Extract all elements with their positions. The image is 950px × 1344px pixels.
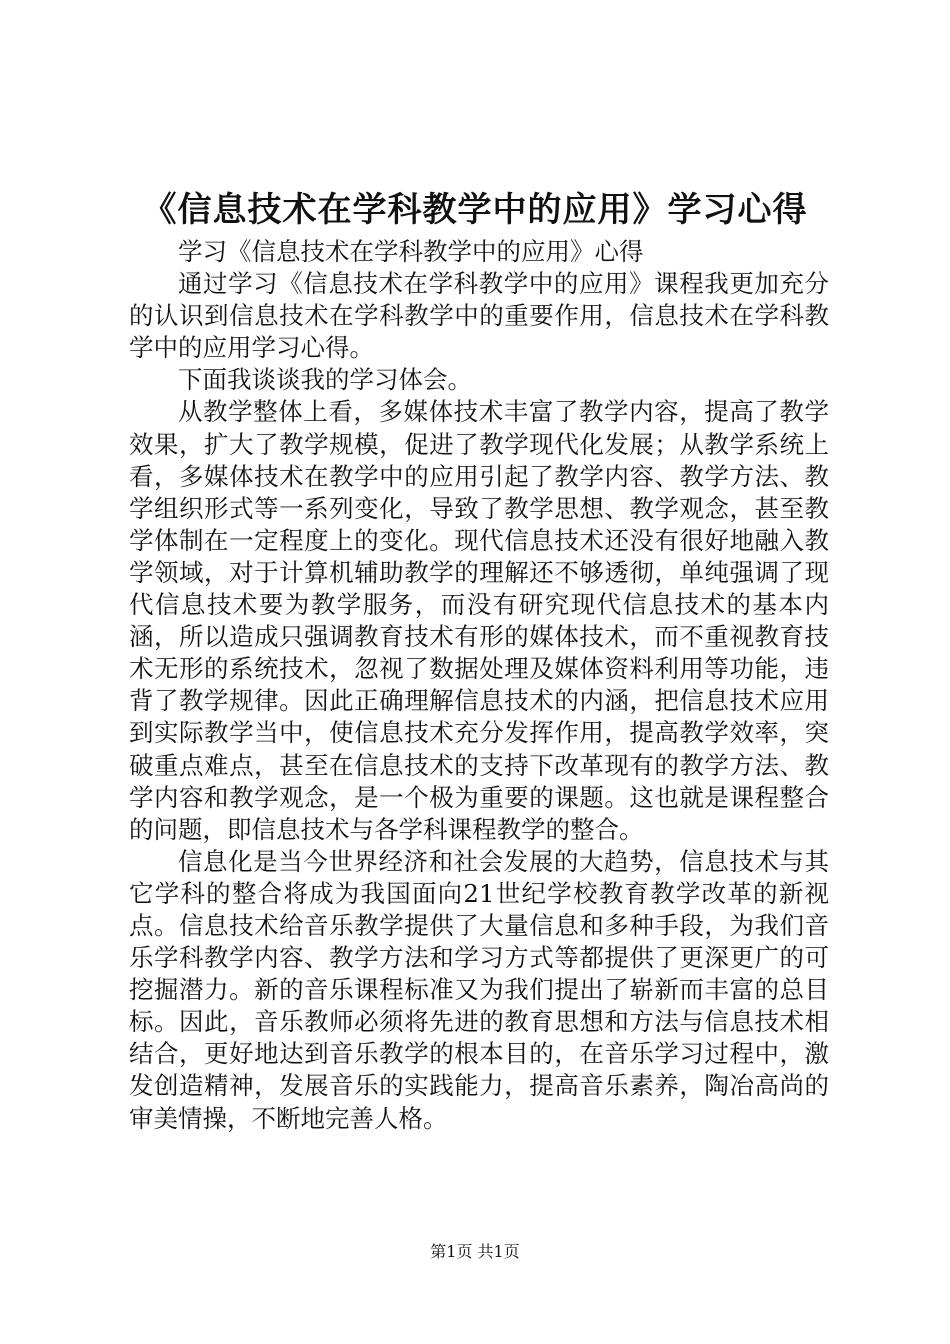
paragraph-transition: 下面我谈谈我的学习体会。 (178, 365, 472, 395)
paragraph-intro: 通过学习《信息技术在学科教学中的应用》课程我更加充分的认识到信息技术在学科教学中的重要作用，信息技术在学科教学中的应用学习心得。 (129, 269, 829, 363)
document-title: 《信息技术在学科教学中的应用》学习心得 (142, 190, 808, 230)
document-body (129, 236, 829, 1135)
paragraph-music: 信息化是当今世界经济和社会发展的大趋势，信息技术与其它学科的整合将成为我国面向21世纪学校教育教学改革的新视点。信息技术给音乐教学提供了大量信息和多种手段，为我们音乐学科教学内容、教学方法和学习方式等都提供了更深更广的可挖掘潜力。新的音乐课程标准又为我们提出了崭新而丰富的总目标。因此，音乐教师必须将先进的教育思想和方法与信息技术相结合，更好地达到音乐教学的根本目的，在音乐学习过程中，激发创造精神，发展音乐的实践能力，提高音乐素养，陶冶高尚的审美情操，不断地完善人格。 (129, 846, 829, 1133)
paragraph-subtitle: 学习《信息技术在学科教学中的应用》心得 (178, 237, 644, 266)
paragraph-multimedia: 从教学整体上看，多媒体技术丰富了教学内容，提高了教学效果，扩大了教学规模，促进了教学现代化发展；从教学系统上看，多媒体技术在教学中的应用引起了教学内容、教学方法、教学组织形式等一系列变化，导致了教学思想、教学观念，甚至教学体制在一定程度上的变化。现代信息技术还没有很好地融入教学领域，对于计算机辅助教学的理解还不够透彻，单纯强调了现代信息技术要为教学服务，而没有研究现代信息技术的基本内涵，所以造成只强调教育技术有形的媒体技术，而不重视教育技术无形的系统技术，忽视了数据处理及媒体资料利用等功能，违背了教学规律。因此正确理解信息技术的内涵，把信息技术应用到实际教学当中，使信息技术充分发挥作用，提高教学效率，突破重点难点，甚至在信息技术的支持下改革现有的教学方法、教学内容和教学观念，是一个极为重要的课题。这也就是课程整合的问题，即信息技术与各学科课程教学的整合。 (129, 397, 829, 844)
page-footer: 第1页 共1页 (430, 1242, 520, 1261)
